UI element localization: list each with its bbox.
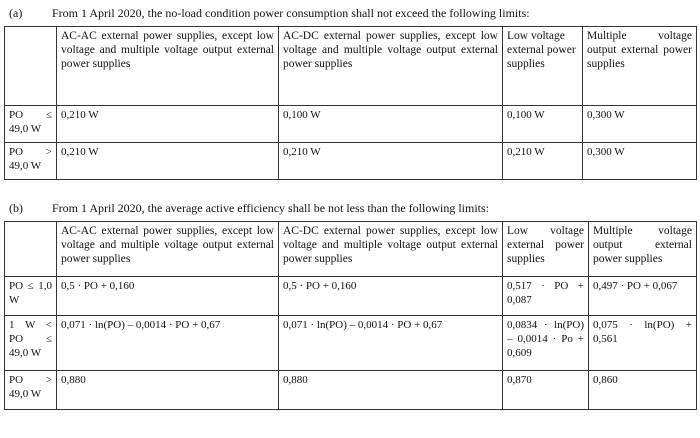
table-cell: 0,5 · PO + 0,160 [57, 277, 279, 316]
table-cell: 0,517 · PO + 0,087 [503, 277, 589, 316]
section-b-text: From 1 April 2020, the average active efficiency shall be not less than the following limits: [52, 201, 490, 215]
table-cell: 0,880 [57, 371, 279, 410]
table-cell: 0,300 W [583, 143, 697, 180]
table-row [5, 316, 697, 371]
section-b-label: (b) [9, 201, 23, 215]
table-cell: 0,210 W [57, 143, 279, 180]
table-cell: 0,870 [503, 371, 589, 410]
table-row [5, 143, 697, 180]
table-cell: 0,5 · PO + 0,160 [279, 277, 503, 316]
table-header-row [5, 27, 697, 106]
column-header: AC-AC external power supplies, except low voltage and multiple voltage output external power supplies [57, 222, 279, 277]
table-cell: 0,497 · PO + 0,067 [589, 277, 697, 316]
table-header-row [5, 222, 697, 277]
row-label: PO > 49,0 W [5, 143, 57, 180]
table-cell: 0,100 W [503, 106, 583, 143]
row-label: 1 W < PO ≤ 49,0 W [5, 316, 57, 371]
column-header: AC-DC external power supplies, except low voltage and multiple voltage output external power supplies [279, 222, 503, 277]
table-cell: 0,075 · ln(PO) + 0,561 [589, 316, 697, 371]
row-label: PO > 49,0 W [5, 371, 57, 410]
active-efficiency-table [4, 221, 697, 410]
column-header: AC-AC external power supplies, except low voltage and multiple voltage output external power supplies [57, 27, 279, 106]
column-header: AC-DC external power supplies, except low voltage and multiple voltage output external power supplies [279, 27, 503, 106]
table-cell: 0,0834 · ln(PO) – 0,0014 · Po + 0,609 [503, 316, 589, 371]
corner-cell [5, 27, 57, 106]
table-cell: 0,210 W [503, 143, 583, 180]
row-label: PO ≤ 49,0 W [5, 106, 57, 143]
table-cell: 0,860 [589, 371, 697, 410]
table-cell: 0,071 · ln(PO) – 0,0014 · PO + 0,67 [57, 316, 279, 371]
table-row [5, 371, 697, 410]
table-cell: 0,210 W [57, 106, 279, 143]
table-row [5, 277, 697, 316]
no-load-power-table [4, 26, 697, 180]
column-header: Multiple voltage output external power supplies [589, 222, 697, 277]
row-label: PO ≤ 1,0 W [5, 277, 57, 316]
column-header: Low voltage external power supplies [503, 27, 583, 106]
column-header: Low voltage external power supplies [503, 222, 589, 277]
table-cell: 0,300 W [583, 106, 697, 143]
table-row [5, 106, 697, 143]
table-cell: 0,880 [279, 371, 503, 410]
column-header: Multiple voltage output external power supplies [583, 27, 697, 106]
table-cell: 0,210 W [279, 143, 503, 180]
table-cell: 0,100 W [279, 106, 503, 143]
section-a-label: (a) [9, 6, 23, 20]
corner-cell [5, 222, 57, 277]
table-cell: 0,071 · ln(PO) – 0,0014 · PO + 0,67 [279, 316, 503, 371]
section-a-text: From 1 April 2020, the no-load condition power consumption shall not exceed the following limits: [52, 6, 530, 20]
